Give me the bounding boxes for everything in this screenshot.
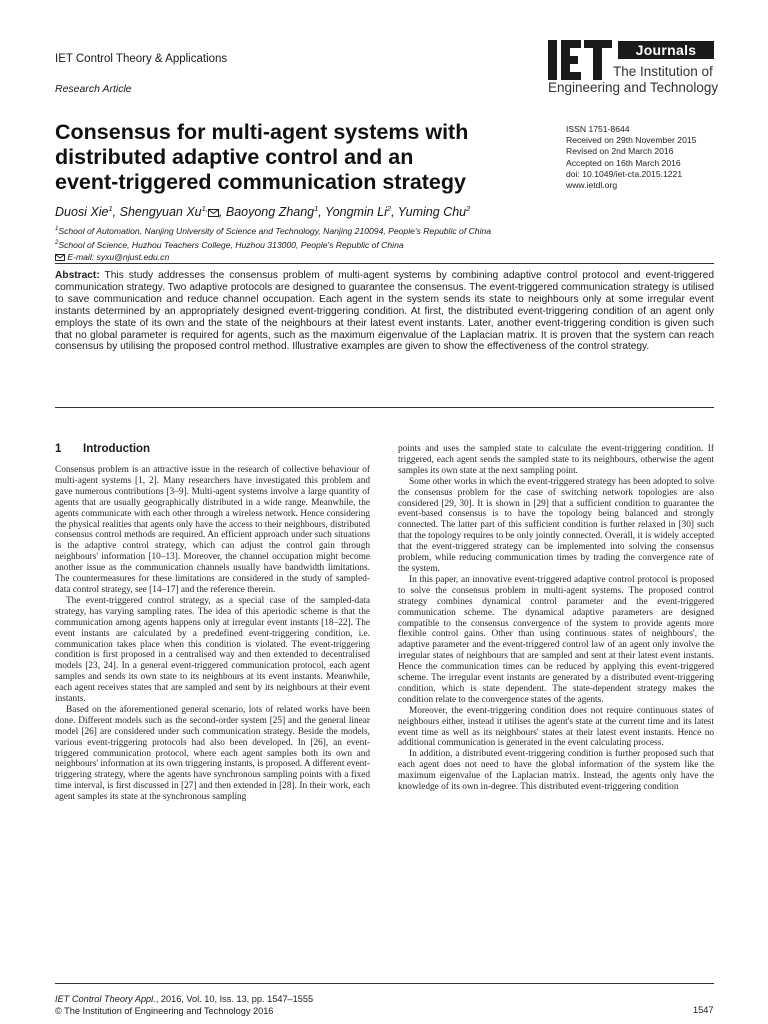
institution-name-line1: The Institution of [613, 64, 713, 79]
section-number: 1 [55, 443, 62, 455]
citation-line [55, 993, 313, 1005]
affiliation-mark: 2 [55, 239, 59, 246]
abstract-label: Abstract: [55, 270, 100, 281]
revised-date: Revised on 2nd March 2016 [566, 146, 674, 157]
title-line: Consensus for multi-agent systems with [55, 120, 469, 144]
right-column [398, 444, 714, 793]
issn: ISSN 1751-8644 [566, 124, 630, 134]
journal-name: IET Control Theory & Applications [55, 53, 228, 65]
journals-badge: Journals [618, 41, 714, 59]
paragraph: points and uses the sampled state to calculate the event-triggering condition. If triggered, each agent sends the sampled state to its neighbours, otherwise the agent samples its own state at the next sampling point. [398, 444, 714, 476]
section-heading [55, 443, 150, 455]
author-list: Duosi Xie$^1$, Shengyuan $Xu^{1,}$ , Baoyong Zhang$^1$, Yongmin Li$^2$, Yuming Chu$^2$ [55, 204, 471, 220]
institution-name-line2: Engineering and Technology [548, 80, 719, 95]
abstract [55, 270, 714, 353]
paragraph: The event-triggered control strategy, as a special case of the sampled-data strategy, has varying sampling rates. The idea of this aperiodic scheme is that the communication among agents happens only at irregular event instants [18–22]. The event instants are calculated by a predefined event-triggering condition, i.e. communication takes place when this condition is violated. The event-triggering condition is first proposed in a centralised way and then extended to decentralised models [23, 24]. In a general event-triggered communication protocol, each agent samples and sends its own state to its neighbours at its event instants. Meanwhile, each agent receives states that are sampled and sent by its neighbours at their event instants. [55, 595, 370, 705]
author-affiliation-mark: 2 [466, 204, 471, 213]
affiliations [55, 223, 491, 263]
received-date: Received on 29th November 2015 [566, 135, 697, 146]
iet-logo [548, 40, 612, 80]
envelope-icon [55, 254, 65, 261]
author-name: Yongmin Li [325, 205, 387, 220]
title-line: event-triggered communication strategy [55, 170, 466, 194]
author-name: Yuming Chu [397, 205, 467, 220]
author-name: Baoyong Zhang [225, 205, 315, 220]
article-type: Research Article [55, 83, 132, 95]
affiliation-text: School of Automation, Nanjing University of Science and Technology, Nanjing 210094, People's Republic of China [58, 225, 492, 236]
footer-citation [55, 993, 313, 1018]
email-text: E-mail: syxu@njust.edu.cn [67, 251, 170, 262]
accepted-date: Accepted on 16th March 2016 [566, 157, 681, 168]
author-affiliation-mark: 2 [386, 204, 392, 213]
copyright: © The Institution of Engineering and Technology 2016 [55, 1006, 274, 1017]
page-number: 1547 [693, 1005, 714, 1015]
paragraph: Consensus problem is an attractive issue in the research of collective behaviour of multi-agent systems [1, 2]. Many researchers have investigated this problem and gave numerous contributions [3–9]. Multi-agent systems involve a large quantity of agents that are usually geographically distributed in a wide range. Meanwhile, the agents communicate with each other through a wireless network. Hence considering the physical realities that agents only have the access to their neighbours, distributed consensus control methods are required. An efficient approach under such situations is the adaptive control strategy, which can adjust the control gain through neighbours' information [10–13]. Moreover, the channel occupation might become another issue as the communication channels usually have bandwidth limitations. The countermeasures for these limitations are considered in the study of sampled-data control strategy, see [14–17] and the reference therein. [55, 465, 370, 595]
envelope-icon [208, 209, 219, 217]
paragraph: Based on the aforementioned general scenario, lots of related works have been done. Different models such as the second-order system [25] and the general linear model [26] are considered under such communication strategy. Beside the models, various event-triggering protocols had also been developed. In [26], an event-triggered communication protocol, where each agent samples both its own and neighbours' information at its own triggering instants, is proposed. A different event-triggering strategy, where the agents have synchronous sampling points with a fixed time interval, is first discussed in [27] and then extended in [28]. In their work, each agent samples its state at the synchronous sampling [55, 704, 370, 803]
author-name: Shengyuan Xu [119, 205, 202, 220]
section-title: Introduction [83, 443, 151, 455]
footer-rule [55, 983, 714, 984]
article-meta [566, 124, 696, 191]
doi: doi: 10.1049/iet-cta.2015.1221 [566, 168, 683, 179]
abstract-top-rule [55, 263, 714, 264]
abstract-bottom-rule [55, 407, 714, 408]
paragraph: Some other works in which the event-triggered strategy has been adopted to solve the consensus problem for the case of switching network topologies are also considered [29, 30]. It is shown in [29] that a sufficient condition to guarantee the event-based consensus is to have the topology being balanced and strongly connected. The latter part of this sufficient condition is further relaxed in [30] such that the topology requires to be only jointly connected. Overall, it is widely accepted that the event-triggered strategy can be implemented into solving the consensus problem, while reducing communication times by trading the convergence rate of the system. [398, 476, 714, 574]
paragraph: Moreover, the event-triggering condition does not require continuous states of neighbours either, instead it utilises the agent's state at the current time and its latest event time as well as its neighbours' states at their latest event instants. Hence no additional communication is generated in the event calculating process. [398, 705, 714, 749]
author-affiliation-mark: 1 [108, 204, 113, 213]
title-line: distributed adaptive control and an [55, 145, 414, 169]
affiliation-mark: 1 [55, 226, 59, 232]
author-affiliation-mark: 1, [201, 204, 208, 213]
left-column [55, 465, 370, 803]
affiliation-1 [55, 223, 491, 237]
corresponding-email [55, 251, 491, 263]
author-affiliation-mark: 1 [314, 204, 319, 213]
author-name: Duosi Xie [55, 205, 109, 220]
affiliation-text: School of Science, Huzhou Teachers College, Huzhou 313000, People's Republic of China [58, 239, 404, 250]
paragraph: In addition, a distributed event-triggering condition is further proposed such that each agent does not need to have the global information of the system like the maximum eigenvalue of the Laplacian matrix. Instead, the agents only have the knowledge of its own in-degree. This distributed event-triggering condition [398, 749, 714, 793]
paper-title [55, 120, 525, 195]
affiliation-2 [55, 237, 491, 251]
citation-journal: IET Control Theory Appl. [55, 994, 156, 1004]
journal-url: www.ietdl.org [566, 180, 618, 191]
abstract-text: This study addresses the consensus problem of multi-agent systems by combining adaptive control protocol and event-triggered communication strategy. Two adaptive protocols are designed to guarantee the consensus. The event-triggered communication strategy is utilised to save communication and reduce channel occupation. Each agent in the system sends its state to neighbours only at some irregular event instants determined by an appropriately designed event-triggering condition. At first, the distributed event-triggering condition of an agent only employs the state of its own and the state of the neighbours at their latest event instants. Later, another event-triggering condition is given such that no global parameter is required for agents, such as the maximum eigenvalue of the Laplacian matrix. It is proven that the system can reach consensus by utilising the proposed control method. Illustrative examples are given to show the effectiveness of the control strategy. [55, 270, 714, 353]
paragraph: In this paper, an innovative event-triggered adaptive control protocol is proposed to solve the consensus problem in multi-agent systems. The proposed control strategy combines dynamical control parameter and the event-triggered communication scheme. The dynamical adaptive parameters are designed compatible to the consensus convergence of the system to provide agents more flexible control gains. Other than using continuous states of neighbours', the adaptive parameter and the event-triggered control law of an agent only involve the irregular states of neighbours that are sampled and sent at their latest event instants. Hence the communication times can be reduced by applying this event-triggered scheme. The irregular event instants are generated by a distributed event-triggering condition, which is state dependent. The state-dependent strategy makes the condition relate to the convergence states of the agents. [398, 574, 714, 705]
citation-details: , 2016, Vol. 10, Iss. 13, pp. 1547–1555 [155, 994, 314, 1004]
